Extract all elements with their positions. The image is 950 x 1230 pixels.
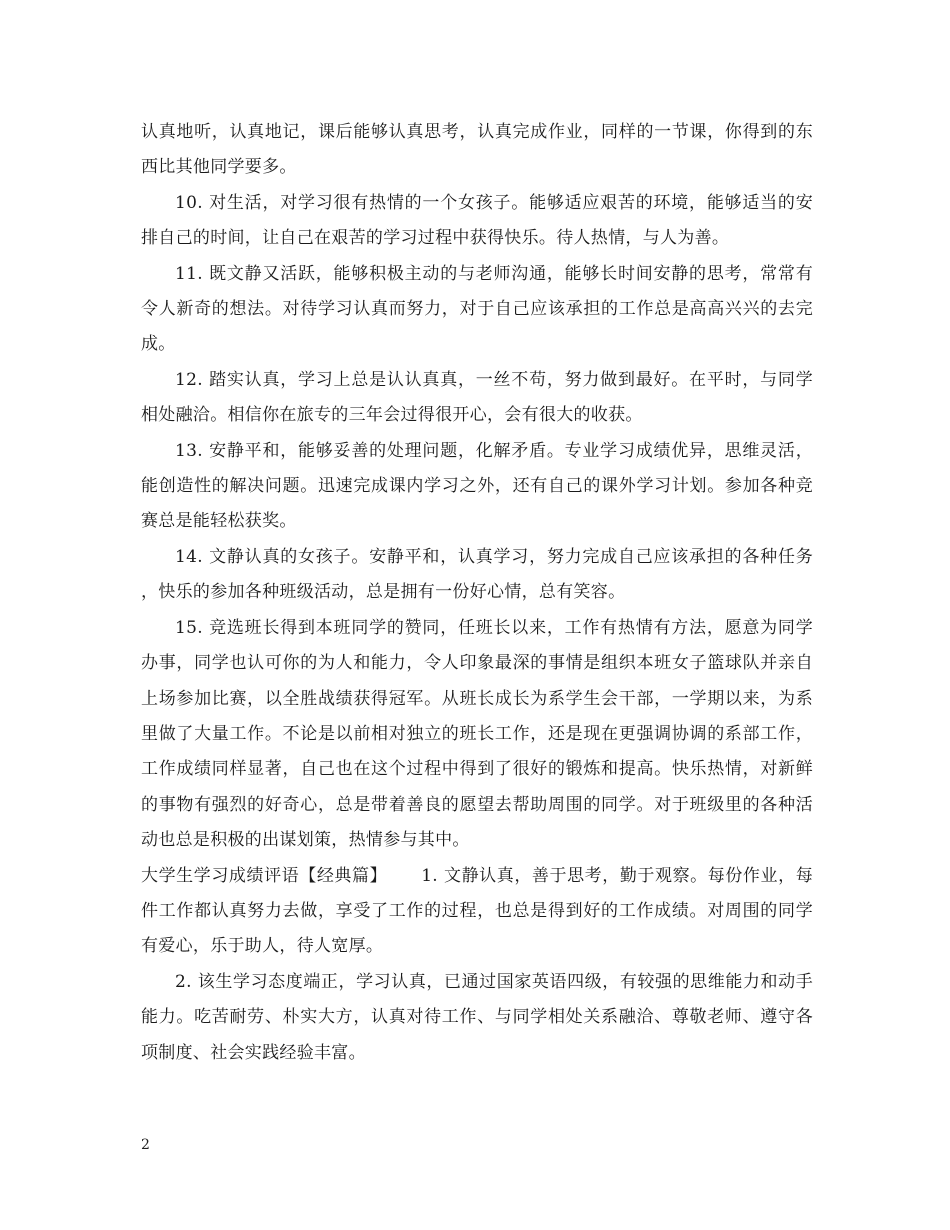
paragraph-item-10: 10. 对生活，对学习很有热情的一个女孩子。能够适应艰苦的环境，能够适当的安排自己的时间，让自己在艰苦的学习过程中获得快乐。待人热情，与人为善。 — [141, 192, 813, 249]
paragraph-item-11: 11. 既文静又活跃，能够积极主动的与老师沟通，能够长时间安静的思考，常常有令人新奇的想法。对待学习认真而努力，对于自己应该承担的工作总是高高兴兴的去完成。 — [141, 263, 813, 355]
paragraph-item-13: 13. 安静平和，能够妥善的处理问题，化解矛盾。专业学习成绩优异，思维灵活，能创造性的解决问题。迅速完成课内学习之外，还有自己的课外学习计划。参加各种竞赛总是能轻松获奖。 — [141, 440, 813, 532]
section-heading: 大学生学习成绩评语【经典篇】 — [141, 865, 388, 886]
page-number: 2 — [141, 1137, 150, 1153]
paragraph-item-14: 14. 文静认真的女孩子。安静平和，认真学习，努力完成自己应该承担的各种任务，快乐的参加各种班级活动，总是拥有一份好心情，总有笑容。 — [141, 546, 813, 603]
section-paragraph — [141, 859, 813, 965]
document-body — [141, 115, 813, 1071]
paragraph-section-item-2: 2. 该生学习态度端正，学习认真，已通过国家英语四级，有较强的思维能力和动手能力。吃苦耐劳、朴实大方，认真对待工作、与同学相处关系融洽、尊敬老师、遵守各项制度、社会实践经验丰富。 — [141, 971, 813, 1063]
paragraph-item-15: 15. 竞选班长得到本班同学的赞同，任班长以来，工作有热情有方法，愿意为同学办事，同学也认可你的为人和能力，令人印象最深的事情是组织本班女子篮球队并亲自上场参加比赛，以全胜战绩获得冠军。从班长成长为系学生会干部，一学期以来，为系里做了大量工作。不论是以前相对独立的班长工作，还是现在更强调协调的系部工作，工作成绩同样显著，自己也在这个过程中得到了很好的锻炼和提高。快乐热情，对新鲜的事物有强烈的好奇心，总是带着善良的愿望去帮助周围的同学。对于班级里的各种活动也总是积极的出谋划策，热情参与其中。 — [141, 617, 813, 851]
paragraph-item-12: 12. 踏实认真，学习上总是认认真真，一丝不苟，努力做到最好。在平时，与同学相处融洽。相信你在旅专的三年会过得很开心，会有很大的收获。 — [141, 369, 813, 426]
paragraph-continuation: 认真地听，认真地记，课后能够认真思考，认真完成作业，同样的一节课，你得到的东西比其他同学要多。 — [141, 122, 813, 178]
section-item-1: 1. 文静认真，善于思考，勤于观察。每份作业，每件工作都认真努力去做，享受了工作的过程，也总是得到好的工作成绩。对周围的同学有爱心，乐于助人，待人宽厚。 — [141, 865, 813, 957]
